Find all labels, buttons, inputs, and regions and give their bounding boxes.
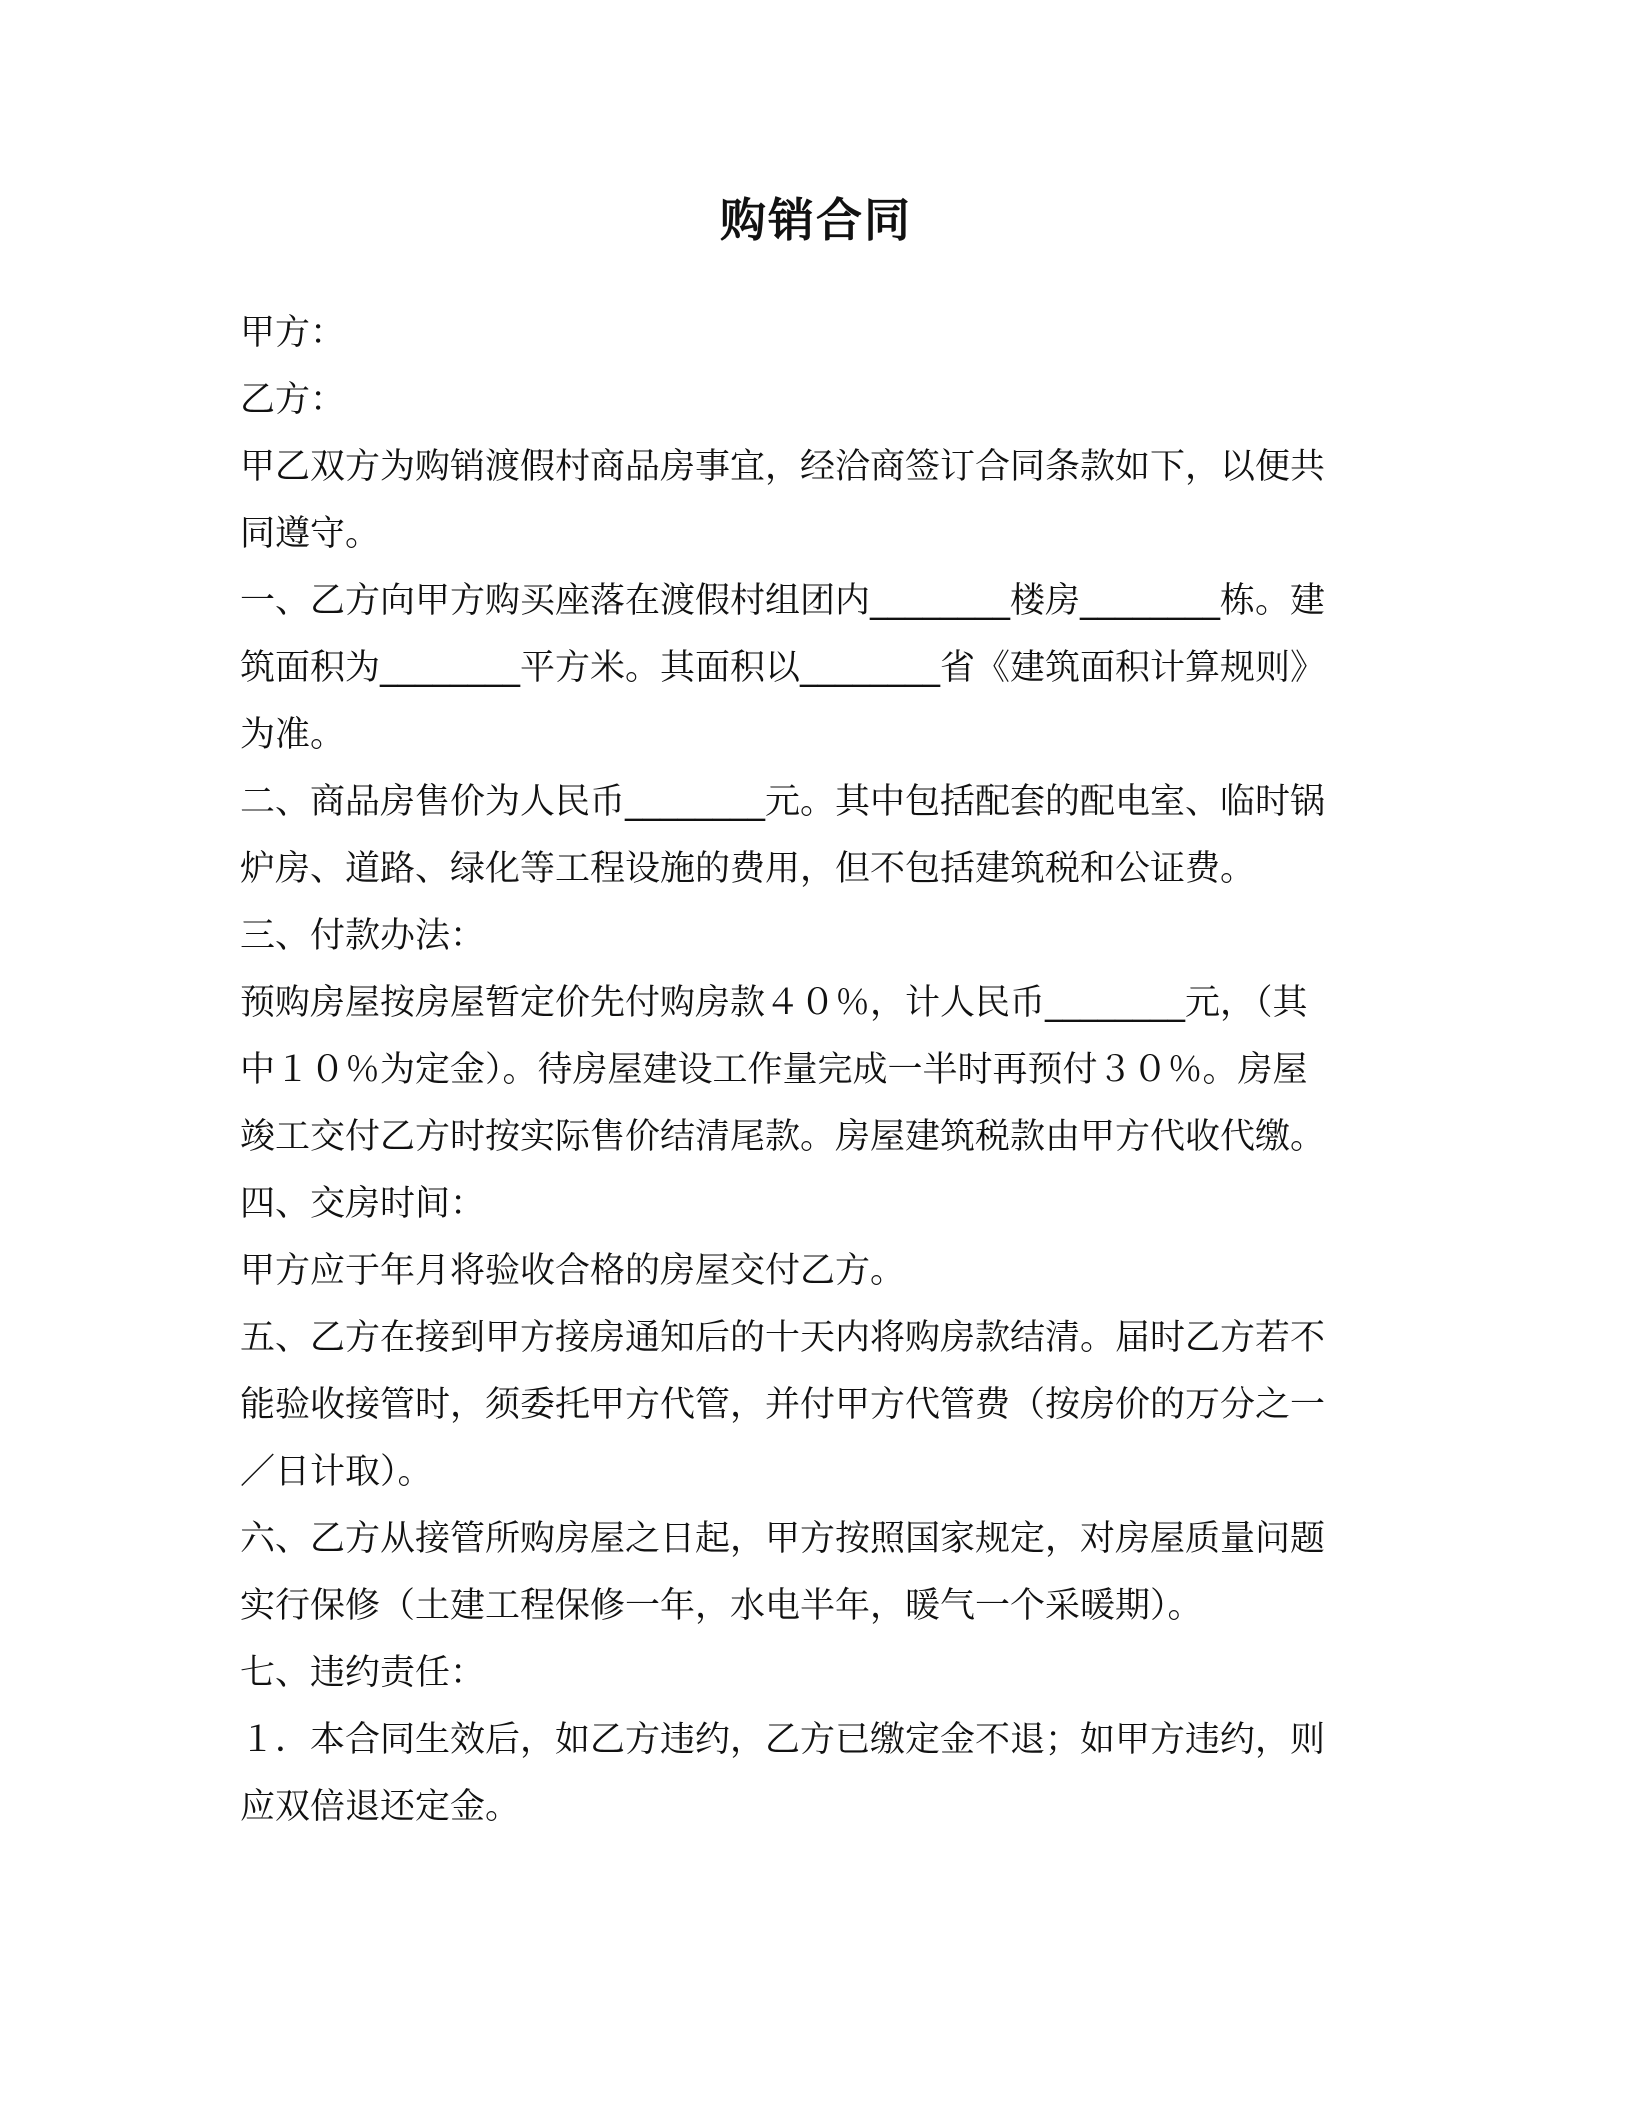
- clause-7-line: 应双倍退还定金。: [240, 1787, 521, 1827]
- clause-5-line: ／日计取）。: [240, 1452, 433, 1492]
- clause-1-line: 筑面积为________平方米。其面积以________省《建筑面积计算规则》: [240, 648, 1326, 688]
- party-b-line: 乙方：: [240, 380, 346, 420]
- clause-3-line: 中１０％为定金）。待房屋建设工作量完成一半时再预付３０％。房屋: [240, 1050, 1308, 1090]
- clause-6-line: 六、乙方从接管所购房屋之日起，甲方按照国家规定，对房屋质量问题: [240, 1519, 1326, 1559]
- clause-5-line: 能验收接管时，须委托甲方代管，并付甲方代管费（按房价的万分之一: [240, 1385, 1326, 1425]
- clause-2-line: 炉房、道路、绿化等工程设施的费用，但不包括建筑税和公证费。: [240, 849, 1256, 889]
- clause-7-heading: 七、违约责任：: [240, 1653, 486, 1693]
- intro-line: 同遵守。: [240, 514, 381, 554]
- clause-5-line: 五、乙方在接到甲方接房通知后的十天内将购房款结清。届时乙方若不: [240, 1318, 1326, 1358]
- clause-4-line: 甲方应于年月将验收合格的房屋交付乙方。: [240, 1251, 906, 1291]
- clause-4-heading: 四、交房时间：: [240, 1184, 486, 1224]
- party-a-line: 甲方：: [240, 313, 346, 353]
- intro-line: 甲乙双方为购销渡假村商品房事宜，经洽商签订合同条款如下，以便共: [240, 447, 1326, 487]
- clause-1-line: 一、乙方向甲方购买座落在渡假村组团内________楼房________栋。建: [240, 581, 1326, 621]
- clause-7-line: １．本合同生效后，如乙方违约，乙方已缴定金不退；如甲方违约，则: [240, 1720, 1326, 1760]
- clause-3-heading: 三、付款办法：: [240, 916, 486, 956]
- clause-3-line: 竣工交付乙方时按实际售价结清尾款。房屋建筑税款由甲方代收代缴。: [240, 1117, 1326, 1157]
- clause-3-line: 预购房屋按房屋暂定价先付购房款４０％，计人民币________元，（其: [240, 983, 1308, 1023]
- clause-1-line: 为准。: [240, 715, 346, 755]
- clause-6-line: 实行保修（土建工程保修一年，水电半年，暖气一个采暖期）。: [240, 1586, 1203, 1626]
- document-body: [240, 300, 1392, 1841]
- clause-2-line: 二、商品房售价为人民币________元。其中包括配套的配电室、临时锅: [240, 782, 1326, 822]
- document-title: 购销合同: [720, 193, 912, 247]
